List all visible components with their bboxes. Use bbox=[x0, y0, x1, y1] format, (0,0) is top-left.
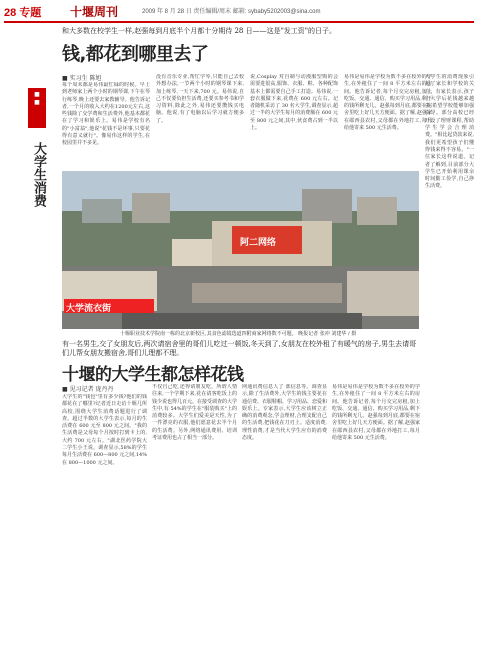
page-header bbox=[0, 0, 478, 22]
article1-title: 钱,都花到哪里去了 bbox=[62, 44, 209, 65]
header-rule bbox=[4, 21, 474, 23]
header-editor-info: 2009 年 8 月 28 日 责任编辑/周末 邮箱: sybaby5202003@sina.com bbox=[142, 9, 321, 15]
street-photo bbox=[62, 171, 419, 329]
section-tag-box: ■ ■ bbox=[28, 88, 46, 128]
publication-brand: 十堰周刊 bbox=[70, 5, 119, 19]
storefront-billboard: 阿二网络 bbox=[240, 238, 277, 248]
article2-column-2: 不仅自己吃,还得请朋友吃。所谓人情往来,一个学期下来,花在请客吃饭上的钱少说也得几百元。在接受调查的大学生中,有 54%的学生在"服装购买"上的消费较多。大学生们爱美是天性,为了一件漂亮的衣服,他们愿意花去半个月的生活费。另外,网络通讯费用、培训考证费用也占了相当一部分。 bbox=[152, 384, 237, 442]
street-scene-illustration bbox=[62, 171, 419, 329]
article1-column-1: 每个周末都是易伟最忙碌的时候。早上到老师家上两个小时的钢琴课,下午在琴行练琴,晚上还要去家教辅导。他告诉记者,一个月的收入大约在1200元左右,这些钱除了交学费和生活费外,他基本都花在了学习和娱乐上。易伟是学校有名的"小富翁",他说"花钱不是坏事,只要花得有意义就行"。像易伟这样的学生,在校园里并不多见。 bbox=[62, 82, 150, 147]
article2-column-1: 大学生的"钱包"里有多少钱?他们的钱都花在了哪里?记者近日走访十堰几所高校,围绕大学生消费话题进行了调查。超过半数的大学生表示,每月的生活费在 600 元至 800 元之间。"我的生活费是父母每个月按时打到卡上的,大约 700 元左右。"湖北医药学院大二学生小王说。调查显示,58%的学生每月生活费在 600—800 元之间,14%在 800—1000 元之间。 bbox=[62, 394, 147, 466]
article2-title: 十堰的大学生都怎样花钱 bbox=[62, 365, 244, 385]
article1-column-3: 说,Cosplay 对自制与动漫服型购的会需要进很高,服饰、衣服、鞋、各种配饰基本上都需要自己手工打造。易伟说,一套衣服做下来,花费在 600 元左右。记者随机采访了 30 名大学生,调查显示,超过一半的大学生每月的消费额在 600 元至 800 元之间,其中,伙食费占到一半以上。 bbox=[250, 74, 338, 132]
right-column-text: 大学生的消费现象引起了家长和学校的关注。有家长表示,孩子上大学后花钱越来越多,希望学校能够加强引导。部分高校已经开设了理财课程,帮助学生学会合理消费。"相比起贷款来说,我们更希望孩子们懂得钱来得不容易。"一位家长这样说道。记者了解到,目前部分大学生已开始利用课余时间勤工俭学,自己挣生活费。 bbox=[425, 74, 474, 190]
article1-column-2: 没有音乐专业,帮忙学琴,只能自己去校外想办法,一节两个小时的钢琴课下来,加上练琴,一天下来,700 元。易伟说,自己不仅要负担生活费,还要买参考书和学习资料,除此之外,易伟还要攒钱买电脑。他说,有了电脑以后学习就方便多了。 bbox=[156, 74, 244, 124]
article1-lead: 和大多数在校学生一样,赵强每到月底半个月都十分期待 28 日——这是"发工资"的日子。 bbox=[62, 27, 337, 35]
article2-column-3: 网通讯费信息人了 部信息等。调查显示,除了生活费外,大学生的钱主要花在通信费、衣服鞋帽、学习用品、恋爱和娱乐上。专家表示,大学生应该树立正确的消费观念,学会理财,合理支配自己的生活费,把钱花在刀刃上。适度消费,理性消费,才是当代大学生应有的消费态度。 bbox=[242, 384, 327, 442]
article2-lead: 有一名男生,交了女朋友后,两次请宿舍里的哥们儿吃过一顿饭,冬天到了,女朋友在校外租了有暖气的房子,男生去请哥们儿帮女朋友搬宿舍,哥们儿理都不理。 bbox=[62, 340, 417, 357]
article2-byline: ■ 见习记者 庞丹丹 bbox=[62, 386, 114, 393]
photo-caption: 十堰职业技术学院南一栋的北京新校区,其食色滤镜选道四附商家网络数不可题。 晚报记者 张冲 刘建华 / 摄 bbox=[120, 331, 357, 337]
section-vertical-title: 大学生消费 bbox=[31, 142, 46, 207]
article1-column-4: 易伟是易伟是学校为数不多在校外的学生,在外租住了一间 8 平方米左右的房间。他告诉记者,每个月交完房租,加上吃饭、交通、通信、购买学习用品,剩下的钱所剩无几。赵强每到月底,都要在宿舍里吃上好几天方便面。据了解,赵强家在郧西县农村,父母都在外地打工,每月给他寄来 500 元生活费。 bbox=[344, 74, 432, 132]
article2-column-4: 易伟是易伟是学校为数不多在校外的学生,在外租住了一间 8 平方米左右的房间。他告诉记者,每个月交完房租,加上吃饭、交通、通信、购买学习用品,剩下的钱所剩无几。赵强每到月底,都要在宿舍里吃上好几天方便面。据了解,赵强家在郧西县农村,父母都在外地打工,每月给他寄来 500 元生活费。 bbox=[332, 384, 420, 442]
article1-byline: ■ 实习生 陈旭 bbox=[62, 75, 102, 82]
storefront-sign-left: 大学流衣街 bbox=[66, 304, 112, 314]
page-number-section: 28 专题 bbox=[4, 7, 42, 19]
